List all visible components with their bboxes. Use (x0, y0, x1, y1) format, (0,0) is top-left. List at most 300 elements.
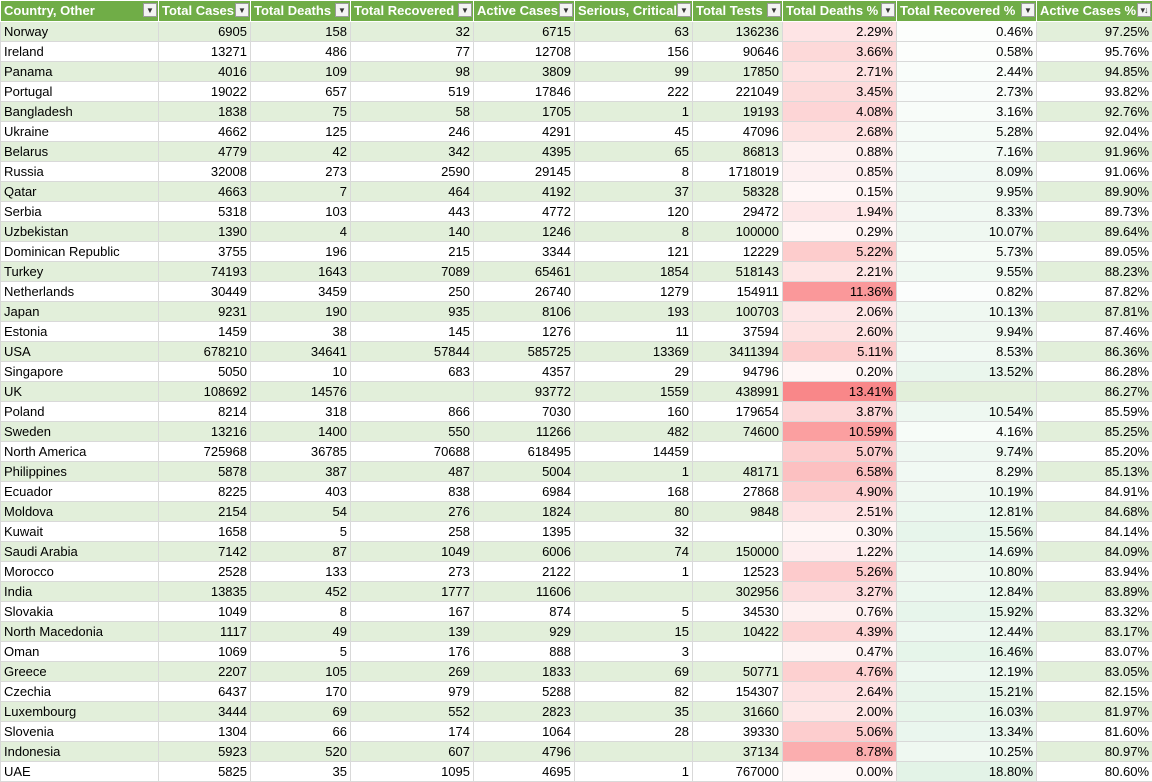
table-cell[interactable]: 1777 (351, 582, 474, 602)
table-cell[interactable]: 10.54% (897, 402, 1037, 422)
table-cell[interactable]: 2.00% (783, 702, 897, 722)
table-cell[interactable]: 34530 (693, 602, 783, 622)
table-cell[interactable]: 678210 (159, 342, 251, 362)
filter-dropdown-icon[interactable]: ▼ (767, 3, 781, 17)
table-cell[interactable]: 99 (575, 62, 693, 82)
table-cell[interactable]: 4695 (474, 762, 575, 782)
table-cell[interactable]: 13216 (159, 422, 251, 442)
table-cell[interactable]: 10.07% (897, 222, 1037, 242)
table-cell[interactable]: 464 (351, 182, 474, 202)
filter-dropdown-icon[interactable]: ▼ (559, 3, 573, 17)
table-cell[interactable]: 0.46% (897, 22, 1037, 42)
table-cell[interactable]: 42 (251, 142, 351, 162)
table-cell[interactable]: 32 (575, 522, 693, 542)
table-cell[interactable]: 8.78% (783, 742, 897, 762)
table-cell[interactable]: 5 (251, 522, 351, 542)
table-cell[interactable]: 14576 (251, 382, 351, 402)
table-cell[interactable]: 168 (575, 482, 693, 502)
table-cell[interactable]: 1718019 (693, 162, 783, 182)
table-cell[interactable]: 269 (351, 662, 474, 682)
table-cell[interactable]: 935 (351, 302, 474, 322)
table-cell[interactable]: 866 (351, 402, 474, 422)
table-cell[interactable]: 1049 (351, 542, 474, 562)
table-cell[interactable]: 35 (575, 702, 693, 722)
country-cell[interactable]: Philippines (1, 462, 159, 482)
column-header-country[interactable] (1, 1, 159, 22)
table-cell[interactable]: 150000 (693, 542, 783, 562)
table-cell[interactable]: 5050 (159, 362, 251, 382)
country-cell[interactable]: Netherlands (1, 282, 159, 302)
table-cell[interactable]: 3411394 (693, 342, 783, 362)
table-cell[interactable]: 95.76% (1037, 42, 1152, 62)
table-cell[interactable]: 4016 (159, 62, 251, 82)
table-cell[interactable]: 3459 (251, 282, 351, 302)
country-cell[interactable]: Ecuador (1, 482, 159, 502)
table-cell[interactable]: 13835 (159, 582, 251, 602)
table-cell[interactable]: 6715 (474, 22, 575, 42)
table-cell[interactable]: 1069 (159, 642, 251, 662)
table-cell[interactable]: 2.21% (783, 262, 897, 282)
table-cell[interactable]: 215 (351, 242, 474, 262)
country-cell[interactable]: Russia (1, 162, 159, 182)
table-cell[interactable]: 4796 (474, 742, 575, 762)
country-cell[interactable]: USA (1, 342, 159, 362)
table-cell[interactable]: 174 (351, 722, 474, 742)
table-cell[interactable]: 84.09% (1037, 542, 1152, 562)
table-cell[interactable]: 8225 (159, 482, 251, 502)
table-cell[interactable]: 10.80% (897, 562, 1037, 582)
table-cell[interactable]: 11.36% (783, 282, 897, 302)
table-cell[interactable]: 258 (351, 522, 474, 542)
table-cell[interactable]: 1 (575, 462, 693, 482)
table-cell[interactable]: 5.73% (897, 242, 1037, 262)
table-cell[interactable]: 5.11% (783, 342, 897, 362)
table-cell[interactable]: 0.29% (783, 222, 897, 242)
table-cell[interactable] (693, 442, 783, 462)
country-cell[interactable]: Morocco (1, 562, 159, 582)
table-cell[interactable]: 2590 (351, 162, 474, 182)
table-cell[interactable]: 519 (351, 82, 474, 102)
table-cell[interactable]: 1279 (575, 282, 693, 302)
table-cell[interactable]: 37 (575, 182, 693, 202)
table-cell[interactable]: 0.00% (783, 762, 897, 782)
table-cell[interactable]: 0.85% (783, 162, 897, 182)
table-cell[interactable]: 5004 (474, 462, 575, 482)
table-cell[interactable]: 12523 (693, 562, 783, 582)
table-cell[interactable]: 3.45% (783, 82, 897, 102)
table-cell[interactable]: 15.21% (897, 682, 1037, 702)
table-cell[interactable]: 105 (251, 662, 351, 682)
column-header-total-deaths[interactable] (251, 1, 351, 22)
table-cell[interactable]: 12.84% (897, 582, 1037, 602)
table-cell[interactable]: 4192 (474, 182, 575, 202)
table-cell[interactable]: 93772 (474, 382, 575, 402)
table-cell[interactable]: 179654 (693, 402, 783, 422)
country-cell[interactable]: Norway (1, 22, 159, 42)
table-cell[interactable]: 4.76% (783, 662, 897, 682)
table-cell[interactable]: 140 (351, 222, 474, 242)
table-cell[interactable]: 5878 (159, 462, 251, 482)
table-cell[interactable]: 11606 (474, 582, 575, 602)
table-cell[interactable]: 2823 (474, 702, 575, 722)
table-cell[interactable]: 85.25% (1037, 422, 1152, 442)
table-cell[interactable]: 13.52% (897, 362, 1037, 382)
table-cell[interactable]: 1276 (474, 322, 575, 342)
country-cell[interactable]: Slovakia (1, 602, 159, 622)
country-cell[interactable]: Belarus (1, 142, 159, 162)
table-cell[interactable]: 77 (351, 42, 474, 62)
table-cell[interactable]: 7142 (159, 542, 251, 562)
table-cell[interactable]: 35 (251, 762, 351, 782)
table-cell[interactable]: 136236 (693, 22, 783, 42)
table-cell[interactable]: 29472 (693, 202, 783, 222)
table-cell[interactable] (575, 582, 693, 602)
table-cell[interactable]: 13369 (575, 342, 693, 362)
column-header-serious-critical[interactable] (575, 1, 693, 22)
table-cell[interactable]: 2.29% (783, 22, 897, 42)
table-cell[interactable]: 94.85% (1037, 62, 1152, 82)
country-cell[interactable]: Panama (1, 62, 159, 82)
table-cell[interactable]: 13.34% (897, 722, 1037, 742)
country-cell[interactable]: Ireland (1, 42, 159, 62)
table-cell[interactable]: 11 (575, 322, 693, 342)
table-cell[interactable]: 49 (251, 622, 351, 642)
table-cell[interactable]: 6437 (159, 682, 251, 702)
table-cell[interactable]: 4.90% (783, 482, 897, 502)
country-cell[interactable]: Estonia (1, 322, 159, 342)
table-cell[interactable]: 221049 (693, 82, 783, 102)
table-cell[interactable]: 158 (251, 22, 351, 42)
country-cell[interactable]: Moldova (1, 502, 159, 522)
column-header-total-tests[interactable] (693, 1, 783, 22)
table-cell[interactable]: 83.17% (1037, 622, 1152, 642)
country-cell[interactable]: North America (1, 442, 159, 462)
table-cell[interactable]: 0.30% (783, 522, 897, 542)
table-cell[interactable]: 63 (575, 22, 693, 42)
table-cell[interactable]: 92.04% (1037, 122, 1152, 142)
table-cell[interactable]: 683 (351, 362, 474, 382)
table-cell[interactable]: 83.94% (1037, 562, 1152, 582)
table-cell[interactable]: 929 (474, 622, 575, 642)
table-cell[interactable]: 246 (351, 122, 474, 142)
country-cell[interactable]: Kuwait (1, 522, 159, 542)
table-cell[interactable]: 32008 (159, 162, 251, 182)
column-header-total-recovered[interactable] (351, 1, 474, 22)
table-cell[interactable]: 125 (251, 122, 351, 142)
table-cell[interactable]: 8 (251, 602, 351, 622)
table-cell[interactable]: 108692 (159, 382, 251, 402)
table-cell[interactable]: 10 (251, 362, 351, 382)
table-cell[interactable]: 97.25% (1037, 22, 1152, 42)
table-cell[interactable]: 1658 (159, 522, 251, 542)
table-cell[interactable]: 1390 (159, 222, 251, 242)
table-cell[interactable]: 387 (251, 462, 351, 482)
filter-sort-descending-icon[interactable]: ▾↓ (1137, 3, 1151, 17)
table-cell[interactable]: 10.13% (897, 302, 1037, 322)
table-cell[interactable]: 1064 (474, 722, 575, 742)
table-cell[interactable]: 90646 (693, 42, 783, 62)
table-cell[interactable]: 1854 (575, 262, 693, 282)
table-cell[interactable]: 4.39% (783, 622, 897, 642)
table-cell[interactable]: 8.33% (897, 202, 1037, 222)
table-cell[interactable]: 7030 (474, 402, 575, 422)
table-cell[interactable]: 4772 (474, 202, 575, 222)
table-cell[interactable]: 83.32% (1037, 602, 1152, 622)
table-cell[interactable]: 222 (575, 82, 693, 102)
table-cell[interactable]: 7 (251, 182, 351, 202)
table-cell[interactable]: 1838 (159, 102, 251, 122)
table-cell[interactable]: 29145 (474, 162, 575, 182)
table-cell[interactable]: 9.55% (897, 262, 1037, 282)
table-cell[interactable]: 89.64% (1037, 222, 1152, 242)
table-cell[interactable]: 838 (351, 482, 474, 502)
table-cell[interactable]: 100703 (693, 302, 783, 322)
table-cell[interactable]: 11266 (474, 422, 575, 442)
table-cell[interactable]: 1095 (351, 762, 474, 782)
table-cell[interactable]: 87.81% (1037, 302, 1152, 322)
table-cell[interactable]: 10422 (693, 622, 783, 642)
table-cell[interactable]: 139 (351, 622, 474, 642)
table-cell[interactable]: 2.68% (783, 122, 897, 142)
table-cell[interactable]: 81.97% (1037, 702, 1152, 722)
table-cell[interactable]: 10.25% (897, 742, 1037, 762)
table-cell[interactable]: 133 (251, 562, 351, 582)
table-cell[interactable]: 86.36% (1037, 342, 1152, 362)
table-cell[interactable] (351, 382, 474, 402)
table-cell[interactable]: 94796 (693, 362, 783, 382)
table-cell[interactable]: 5288 (474, 682, 575, 702)
table-cell[interactable]: 84.91% (1037, 482, 1152, 502)
country-cell[interactable]: Portugal (1, 82, 159, 102)
table-cell[interactable]: 19022 (159, 82, 251, 102)
table-cell[interactable]: 66 (251, 722, 351, 742)
table-cell[interactable]: 4 (251, 222, 351, 242)
table-cell[interactable]: 10.59% (783, 422, 897, 442)
table-cell[interactable]: 87.82% (1037, 282, 1152, 302)
table-cell[interactable]: 38 (251, 322, 351, 342)
table-cell[interactable]: 4662 (159, 122, 251, 142)
table-cell[interactable]: 45 (575, 122, 693, 142)
table-cell[interactable]: 154307 (693, 682, 783, 702)
table-cell[interactable]: 0.15% (783, 182, 897, 202)
table-cell[interactable]: 74193 (159, 262, 251, 282)
table-cell[interactable]: 58 (351, 102, 474, 122)
table-cell[interactable]: 26740 (474, 282, 575, 302)
table-cell[interactable]: 4291 (474, 122, 575, 142)
table-cell[interactable]: 12.44% (897, 622, 1037, 642)
filter-dropdown-icon[interactable]: ▼ (881, 3, 895, 17)
table-cell[interactable]: 5.07% (783, 442, 897, 462)
table-cell[interactable]: 36785 (251, 442, 351, 462)
table-cell[interactable]: 69 (251, 702, 351, 722)
table-cell[interactable]: 92.76% (1037, 102, 1152, 122)
table-cell[interactable]: 31660 (693, 702, 783, 722)
table-cell[interactable]: 1459 (159, 322, 251, 342)
table-cell[interactable]: 725968 (159, 442, 251, 462)
table-cell[interactable]: 10.19% (897, 482, 1037, 502)
table-cell[interactable]: 16.46% (897, 642, 1037, 662)
table-cell[interactable]: 39330 (693, 722, 783, 742)
table-cell[interactable]: 4.16% (897, 422, 1037, 442)
column-header-active-cases-pct[interactable] (1037, 1, 1152, 22)
table-cell[interactable]: 109 (251, 62, 351, 82)
table-cell[interactable]: 5.28% (897, 122, 1037, 142)
table-cell[interactable]: 1395 (474, 522, 575, 542)
table-cell[interactable]: 9.94% (897, 322, 1037, 342)
table-cell[interactable]: 3.66% (783, 42, 897, 62)
table-cell[interactable]: 48171 (693, 462, 783, 482)
table-cell[interactable]: 452 (251, 582, 351, 602)
table-cell[interactable]: 156 (575, 42, 693, 62)
table-cell[interactable]: 88.23% (1037, 262, 1152, 282)
table-cell[interactable]: 767000 (693, 762, 783, 782)
table-cell[interactable]: 4.08% (783, 102, 897, 122)
table-cell[interactable]: 121 (575, 242, 693, 262)
table-cell[interactable]: 80.60% (1037, 762, 1152, 782)
table-cell[interactable]: 276 (351, 502, 474, 522)
table-cell[interactable]: 93.82% (1037, 82, 1152, 102)
table-cell[interactable]: 403 (251, 482, 351, 502)
filter-dropdown-icon[interactable]: ▼ (458, 3, 472, 17)
country-cell[interactable]: Sweden (1, 422, 159, 442)
table-cell[interactable]: 1117 (159, 622, 251, 642)
country-cell[interactable]: Uzbekistan (1, 222, 159, 242)
table-cell[interactable]: 4357 (474, 362, 575, 382)
table-cell[interactable]: 3444 (159, 702, 251, 722)
country-cell[interactable]: Dominican Republic (1, 242, 159, 262)
table-cell[interactable]: 0.82% (897, 282, 1037, 302)
country-cell[interactable]: North Macedonia (1, 622, 159, 642)
table-cell[interactable]: 17850 (693, 62, 783, 82)
table-cell[interactable]: 5923 (159, 742, 251, 762)
table-cell[interactable]: 3.87% (783, 402, 897, 422)
country-cell[interactable]: Singapore (1, 362, 159, 382)
table-cell[interactable]: 250 (351, 282, 474, 302)
table-cell[interactable]: 0.47% (783, 642, 897, 662)
table-cell[interactable]: 8 (575, 162, 693, 182)
table-cell[interactable]: 3809 (474, 62, 575, 82)
table-cell[interactable] (575, 742, 693, 762)
table-cell[interactable]: 17846 (474, 82, 575, 102)
table-cell[interactable]: 1.22% (783, 542, 897, 562)
table-cell[interactable]: 4395 (474, 142, 575, 162)
table-cell[interactable]: 1 (575, 762, 693, 782)
table-cell[interactable]: 70688 (351, 442, 474, 462)
table-cell[interactable]: 28 (575, 722, 693, 742)
table-cell[interactable]: 145 (351, 322, 474, 342)
table-cell[interactable]: 7089 (351, 262, 474, 282)
table-cell[interactable]: 86.27% (1037, 382, 1152, 402)
table-cell[interactable]: 1824 (474, 502, 575, 522)
table-cell[interactable]: 12708 (474, 42, 575, 62)
table-cell[interactable]: 170 (251, 682, 351, 702)
table-cell[interactable]: 80 (575, 502, 693, 522)
table-cell[interactable]: 12229 (693, 242, 783, 262)
table-cell[interactable]: 196 (251, 242, 351, 262)
table-cell[interactable]: 487 (351, 462, 474, 482)
table-cell[interactable]: 0.88% (783, 142, 897, 162)
table-cell[interactable]: 85.59% (1037, 402, 1152, 422)
filter-dropdown-icon[interactable]: ▼ (335, 3, 349, 17)
filter-dropdown-icon[interactable]: ▼ (677, 3, 691, 17)
country-cell[interactable]: Ukraine (1, 122, 159, 142)
table-cell[interactable]: 3755 (159, 242, 251, 262)
table-cell[interactable]: 87.46% (1037, 322, 1152, 342)
table-cell[interactable]: 13271 (159, 42, 251, 62)
table-cell[interactable]: 2.71% (783, 62, 897, 82)
table-cell[interactable]: 6905 (159, 22, 251, 42)
table-cell[interactable]: 5.26% (783, 562, 897, 582)
table-cell[interactable]: 65 (575, 142, 693, 162)
table-cell[interactable]: 8214 (159, 402, 251, 422)
table-cell[interactable]: 9.74% (897, 442, 1037, 462)
table-cell[interactable]: 6984 (474, 482, 575, 502)
table-cell[interactable]: 83.05% (1037, 662, 1152, 682)
table-cell[interactable]: 5825 (159, 762, 251, 782)
table-cell[interactable]: 13.41% (783, 382, 897, 402)
table-cell[interactable]: 160 (575, 402, 693, 422)
table-cell[interactable]: 874 (474, 602, 575, 622)
table-cell[interactable]: 979 (351, 682, 474, 702)
table-cell[interactable]: 8.09% (897, 162, 1037, 182)
country-cell[interactable]: India (1, 582, 159, 602)
table-cell[interactable]: 1049 (159, 602, 251, 622)
table-cell[interactable]: 82 (575, 682, 693, 702)
table-cell[interactable]: 15.92% (897, 602, 1037, 622)
table-cell[interactable]: 37134 (693, 742, 783, 762)
column-header-active-cases[interactable] (474, 1, 575, 22)
table-cell[interactable]: 8.53% (897, 342, 1037, 362)
table-cell[interactable]: 585725 (474, 342, 575, 362)
table-cell[interactable]: 89.05% (1037, 242, 1152, 262)
table-cell[interactable]: 154911 (693, 282, 783, 302)
table-cell[interactable]: 318 (251, 402, 351, 422)
table-cell[interactable]: 6.58% (783, 462, 897, 482)
table-cell[interactable]: 5318 (159, 202, 251, 222)
filter-dropdown-icon[interactable]: ▼ (235, 3, 249, 17)
table-cell[interactable]: 5 (251, 642, 351, 662)
table-cell[interactable]: 2.44% (897, 62, 1037, 82)
country-cell[interactable]: UK (1, 382, 159, 402)
table-cell[interactable]: 14.69% (897, 542, 1037, 562)
table-cell[interactable]: 54 (251, 502, 351, 522)
table-cell[interactable]: 9231 (159, 302, 251, 322)
table-cell[interactable]: 34641 (251, 342, 351, 362)
table-cell[interactable]: 57844 (351, 342, 474, 362)
country-cell[interactable]: Qatar (1, 182, 159, 202)
table-cell[interactable]: 482 (575, 422, 693, 442)
table-cell[interactable]: 273 (251, 162, 351, 182)
table-cell[interactable]: 520 (251, 742, 351, 762)
table-cell[interactable]: 84.14% (1037, 522, 1152, 542)
table-cell[interactable]: 74600 (693, 422, 783, 442)
table-cell[interactable]: 1400 (251, 422, 351, 442)
table-cell[interactable]: 89.73% (1037, 202, 1152, 222)
country-cell[interactable]: Czechia (1, 682, 159, 702)
table-cell[interactable]: 86813 (693, 142, 783, 162)
table-cell[interactable]: 18.80% (897, 762, 1037, 782)
table-cell[interactable]: 550 (351, 422, 474, 442)
table-cell[interactable]: 5.06% (783, 722, 897, 742)
table-cell[interactable]: 50771 (693, 662, 783, 682)
table-cell[interactable]: 2.51% (783, 502, 897, 522)
table-cell[interactable]: 85.13% (1037, 462, 1152, 482)
table-cell[interactable]: 1559 (575, 382, 693, 402)
table-cell[interactable]: 85.20% (1037, 442, 1152, 462)
table-cell[interactable]: 1246 (474, 222, 575, 242)
table-cell[interactable]: 37594 (693, 322, 783, 342)
table-cell[interactable]: 74 (575, 542, 693, 562)
